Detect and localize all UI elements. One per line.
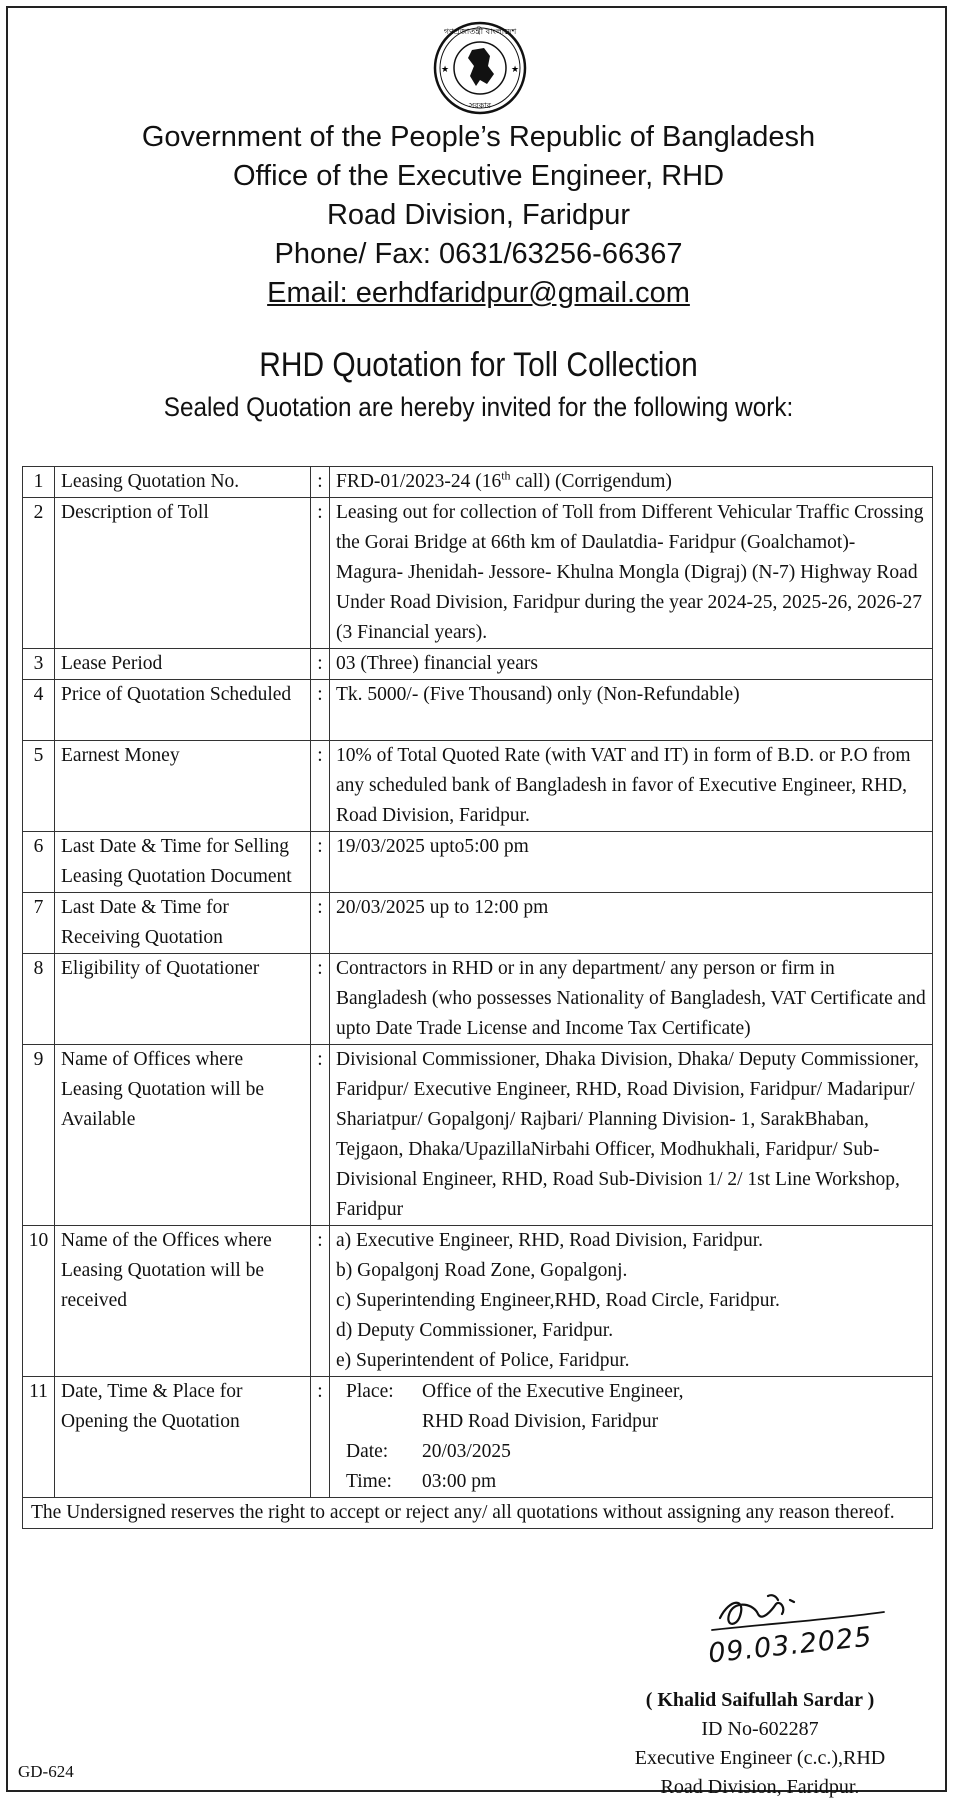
row-label: Eligibility of Quotationer	[55, 954, 311, 1045]
row-label: Last Date & Time for Selling Leasing Quotation Document	[55, 832, 311, 893]
table-row	[23, 1377, 933, 1498]
row-value: 19/03/2025 upto5:00 pm	[330, 832, 933, 893]
table-row	[23, 498, 933, 649]
row-label: Description of Toll	[55, 498, 311, 649]
row-label: Date, Time & Place for Opening the Quotation	[55, 1377, 311, 1498]
header-email: Email: eerhdfaridpur@gmail.com	[267, 277, 690, 309]
row-number: 5	[23, 741, 55, 832]
government-seal-icon	[432, 20, 528, 116]
row-colon: :	[311, 1226, 330, 1377]
opening-details	[346, 1377, 722, 1497]
quotation-no-suffix: call) (Corrigendum)	[510, 471, 672, 492]
table-row	[23, 1045, 933, 1226]
row-value: 03 (Three) financial years	[330, 649, 933, 680]
row-value: Leasing out for collection of Toll from Different Vehicular Traffic Crossing the Gorai Bridge at 66th km of Daulatdia- Faridpur (Goalchamot)- Magura- Jhenidah- Jessore- Khulna Mongla (Digraj) (N-7) Highway Road Under Road Division, Faridpur during the year 2024-25, 2025-26, 2026-27 (3 Financial years).	[330, 498, 933, 649]
row-colon: :	[311, 832, 330, 893]
quotation-table	[22, 466, 933, 1529]
list-item: e) Superintendent of Police, Faridpur.	[336, 1350, 630, 1371]
signatory-id: ID No-602287	[701, 1718, 819, 1740]
list-item: a) Executive Engineer, RHD, Road Division, Faridpur.	[336, 1230, 764, 1251]
quotation-no-text: FRD-01/2023-24 (16	[336, 471, 502, 492]
row-number: 6	[23, 832, 55, 893]
place-key: Place:	[346, 1381, 394, 1402]
seal-text-top: গণপ্রজাতন্ত্রী বাংলাদেশ	[443, 27, 517, 36]
row-value: 20/03/2025 up to 12:00 pm	[330, 893, 933, 954]
row-number: 3	[23, 649, 55, 680]
table-row	[23, 1498, 933, 1529]
footer-note: The Undersigned reserves the right to accept or reject any/ all quotations without assigning any reason thereof.	[23, 1498, 933, 1529]
row-label: Leasing Quotation No.	[55, 467, 311, 498]
row-label: Earnest Money	[55, 741, 311, 832]
row-number: 11	[23, 1377, 55, 1498]
row-value: Tk. 5000/- (Five Thousand) only (Non-Refundable)	[330, 680, 933, 741]
row-label: Price of Quotation Scheduled	[55, 680, 311, 741]
row-colon: :	[311, 467, 330, 498]
date-value: 20/03/2025	[422, 1441, 511, 1462]
row-colon: :	[311, 680, 330, 741]
row-value: Contractors in RHD or in any department/ any person or firm in Bangladesh (who possesses Nationality of Bangladesh, VAT Certificate and upto Date Trade License and Income Tax Certificate)	[330, 954, 933, 1045]
row-value	[330, 1377, 933, 1498]
row-number: 1	[23, 467, 55, 498]
row-number: 4	[23, 680, 55, 741]
row-colon: :	[311, 954, 330, 1045]
row-value: Divisional Commissioner, Dhaka Division, Dhaka/ Deputy Commissioner, Faridpur/ Executive Engineer, RHD, Road Division, Faridpur/ Madaripur/ Shariatpur/ Gopalgonj/ Rajbari/ Planning Division- 1, SarakBhaban, Tejgaon, Dhaka/UpazillaNirbahi Officer, Modhukhali, Faridpur/ Sub-Divisional Engineer, RHD, Road Sub-Division 1/ 2/ 1st Line Workshop, Faridpur	[330, 1045, 933, 1226]
table-row	[23, 741, 933, 832]
table-row	[23, 649, 933, 680]
signatory-name: ( Khalid Saifullah Sardar )	[645, 1689, 875, 1711]
document-code: GD-624	[18, 1762, 74, 1781]
row-label: Last Date & Time for Receiving Quotation	[55, 893, 311, 954]
header-line-office: Office of the Executive Engineer, RHD	[232, 160, 725, 192]
signature-date: 09.03.2025	[706, 1621, 874, 1670]
place-value: Office of the Executive Engineer, RHD Road Division, Faridpur	[422, 1381, 684, 1432]
table-row	[23, 832, 933, 893]
row-colon: :	[311, 741, 330, 832]
row-number: 9	[23, 1045, 55, 1226]
time-key: Time:	[346, 1471, 392, 1492]
header-line-government: Government of the People’s Republic of Bangladesh	[141, 121, 816, 153]
row-value: 10% of Total Quoted Rate (with VAT and IT) in form of B.D. or P.O from any scheduled bank of Bangladesh in favor of Executive Engineer, RHD, Road Division, Faridpur.	[330, 741, 933, 832]
svg-text:★: ★	[440, 64, 450, 74]
row-number: 7	[23, 893, 55, 954]
list-item: b) Gopalgonj Road Zone, Gopalgonj.	[336, 1260, 628, 1281]
row-label: Lease Period	[55, 649, 311, 680]
row-value	[330, 467, 933, 498]
row-number: 8	[23, 954, 55, 1045]
svg-text:★: ★	[510, 64, 520, 74]
table-row	[23, 467, 933, 498]
row-label: Name of the Offices where Leasing Quotation will be received	[55, 1226, 311, 1377]
header-line-division: Road Division, Faridpur	[326, 199, 630, 231]
table-row	[23, 680, 933, 741]
table-row	[23, 893, 933, 954]
list-item: d) Deputy Commissioner, Faridpur.	[336, 1320, 614, 1341]
row-value	[330, 1226, 933, 1377]
row-colon: :	[311, 1377, 330, 1498]
table-row	[23, 954, 933, 1045]
date-key: Date:	[346, 1441, 389, 1462]
row-number: 10	[23, 1226, 55, 1377]
list-item: c) Superintending Engineer,RHD, Road Circle, Faridpur.	[336, 1290, 780, 1311]
row-label: Name of Offices where Leasing Quotation will be Available	[55, 1045, 311, 1226]
signatory-office: Road Division, Faridpur.	[660, 1776, 860, 1798]
seal-text-bottom: সরকার	[468, 101, 492, 110]
signatory-designation: Executive Engineer (c.c.),RHD	[634, 1747, 886, 1769]
header-line-phone: Phone/ Fax: 0631/63256-66367	[274, 238, 683, 270]
row-colon: :	[311, 1045, 330, 1226]
row-number: 2	[23, 498, 55, 649]
page-subtitle: Sealed Quotation are hereby invited for the following work:	[163, 392, 794, 422]
signatory-block	[600, 1686, 920, 1802]
page-title: RHD Quotation for Toll Collection	[259, 346, 698, 384]
row-colon: :	[311, 498, 330, 649]
table-row	[23, 1226, 933, 1377]
quotation-no-superscript: th	[501, 468, 511, 483]
time-value: 03:00 pm	[422, 1471, 497, 1492]
row-colon: :	[311, 893, 330, 954]
row-colon: :	[311, 649, 330, 680]
office-header	[0, 118, 957, 313]
